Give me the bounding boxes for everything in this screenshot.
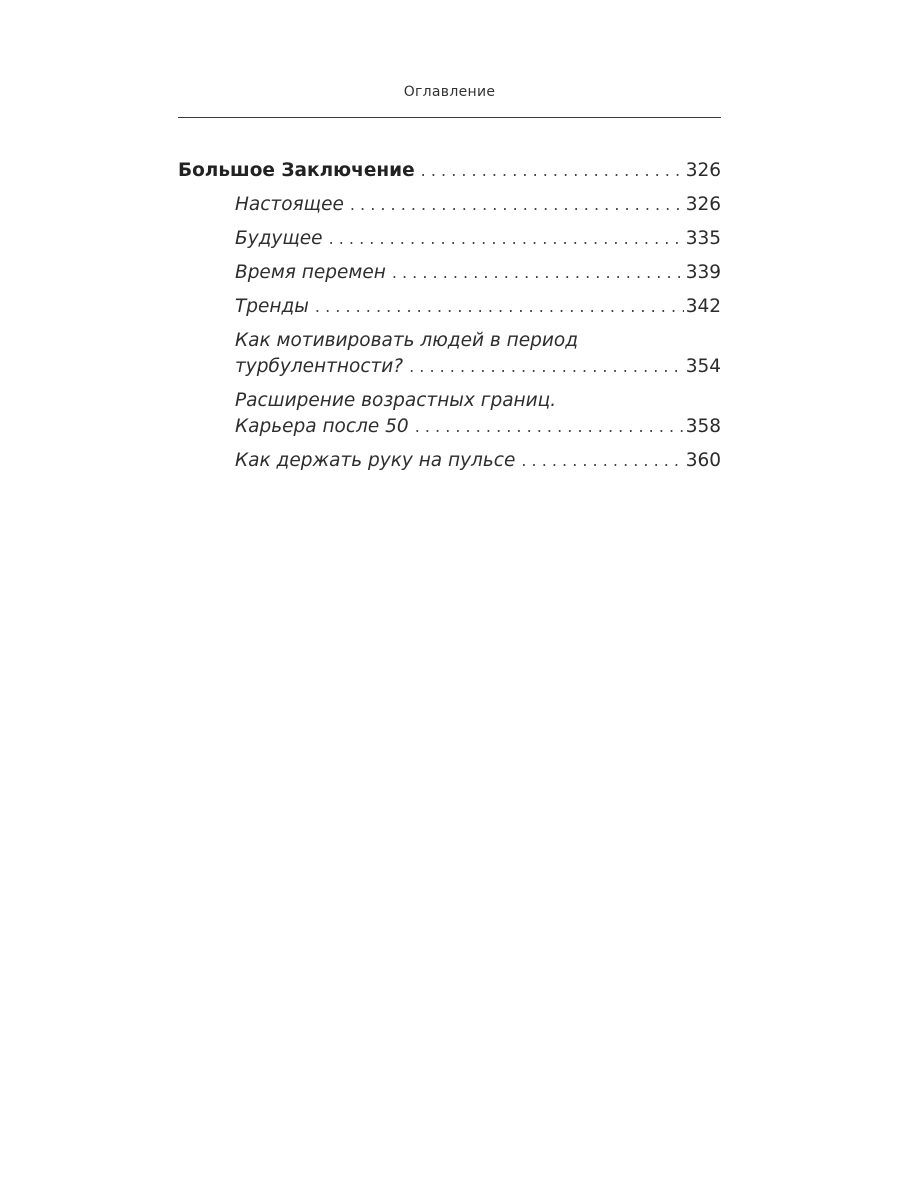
- toc-page-number: 342: [685, 296, 721, 317]
- dot-leader: [515, 448, 683, 474]
- dot-leader: [403, 354, 684, 380]
- toc-section-entry[interactable]: [235, 260, 721, 286]
- dot-leader: [409, 414, 684, 440]
- toc-page-number: 360: [685, 450, 721, 471]
- toc-section-entry[interactable]: [235, 226, 721, 252]
- running-head: Оглавление: [403, 84, 496, 100]
- toc-chapter-title: Большое Заключение: [178, 160, 415, 181]
- toc-page-number: 354: [685, 356, 721, 377]
- toc-section-title-line-2: Карьера после 50: [235, 416, 409, 437]
- toc-section-entry[interactable]: [235, 328, 721, 380]
- dot-leader: [309, 294, 684, 320]
- toc-chapter-entry[interactable]: [178, 158, 721, 184]
- toc-section-title: Как держать руку на пульсе: [235, 450, 516, 471]
- header-rule: [178, 117, 721, 118]
- toc-section-title-line-1: Расширение возрастных границ.: [235, 390, 557, 411]
- toc-section-title-line-1: Как мотивировать людей в период: [235, 330, 578, 351]
- toc-page-number: 326: [685, 160, 721, 181]
- toc-section-title: Тренды: [235, 296, 309, 317]
- toc-section-entry[interactable]: [235, 448, 721, 474]
- toc-page-number: 358: [685, 416, 721, 437]
- toc-section-title: Время перемен: [235, 262, 386, 283]
- toc-section-entry[interactable]: [235, 388, 721, 440]
- toc-page-number: 339: [685, 262, 721, 283]
- dot-leader: [323, 226, 684, 252]
- dot-leader: [344, 192, 684, 218]
- toc-page-number: 335: [685, 228, 721, 249]
- toc-section-title: Настоящее: [235, 194, 344, 215]
- table-of-contents: [178, 158, 721, 482]
- toc-section-title: Будущее: [235, 228, 323, 249]
- toc-section-title-line-2: турбулентности?: [235, 356, 404, 377]
- dot-leader: [386, 260, 684, 286]
- toc-section-entry[interactable]: [235, 294, 721, 320]
- toc-page-number: 326: [685, 194, 721, 215]
- dot-leader: [415, 158, 684, 184]
- toc-section-entry[interactable]: [235, 192, 721, 218]
